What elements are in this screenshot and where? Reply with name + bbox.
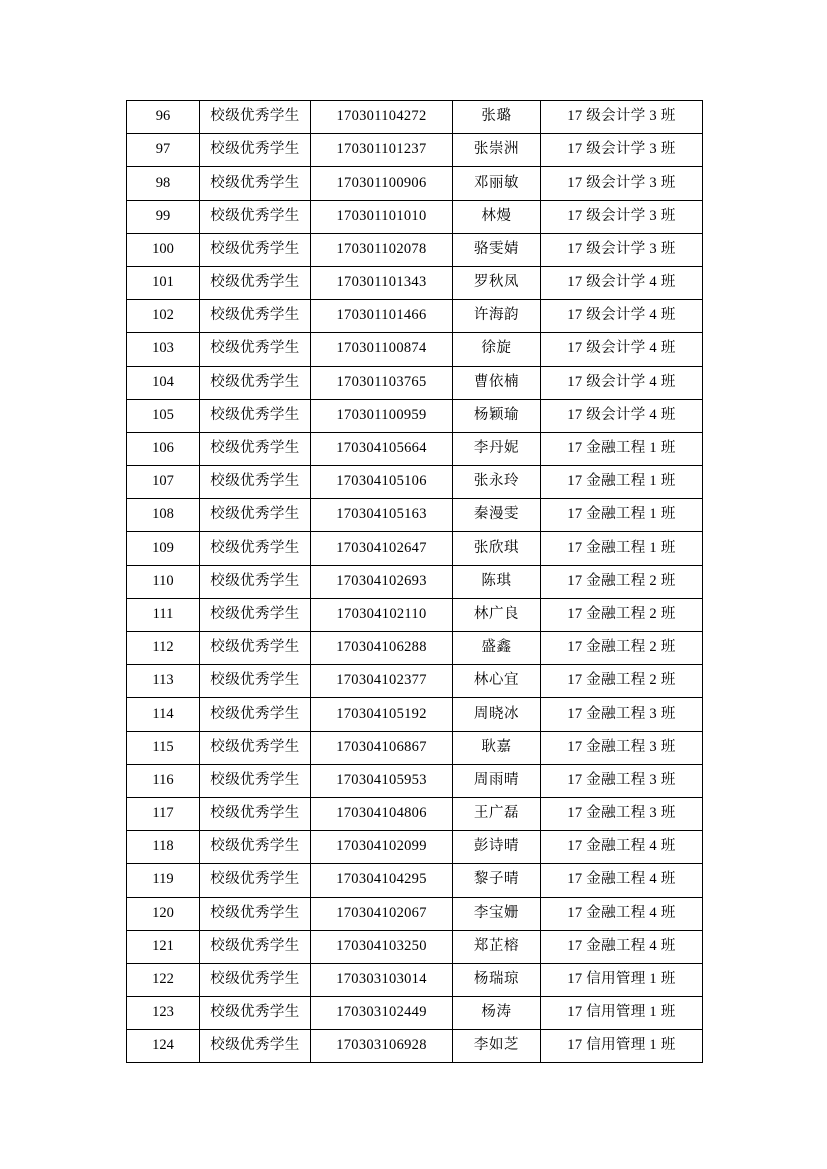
cell-class: 17 级会计学 4 班 bbox=[541, 333, 703, 366]
cell-student-id: 170303106928 bbox=[311, 1030, 453, 1063]
cell-student-id: 170304105953 bbox=[311, 764, 453, 797]
table-row bbox=[127, 399, 703, 432]
cell-student-name: 周雨晴 bbox=[453, 764, 541, 797]
cell-class: 17 级会计学 3 班 bbox=[541, 167, 703, 200]
cell-student-id: 170301101010 bbox=[311, 200, 453, 233]
table-row bbox=[127, 997, 703, 1030]
cell-student-name: 杨瑞琼 bbox=[453, 963, 541, 996]
cell-honor: 校级优秀学生 bbox=[200, 797, 311, 830]
cell-honor: 校级优秀学生 bbox=[200, 366, 311, 399]
cell-student-id: 170304105192 bbox=[311, 698, 453, 731]
cell-index: 96 bbox=[127, 101, 200, 134]
cell-class: 17 金融工程 1 班 bbox=[541, 532, 703, 565]
cell-index: 100 bbox=[127, 233, 200, 266]
cell-class: 17 金融工程 3 班 bbox=[541, 698, 703, 731]
cell-index: 107 bbox=[127, 466, 200, 499]
cell-class: 17 金融工程 2 班 bbox=[541, 665, 703, 698]
cell-student-name: 曹依楠 bbox=[453, 366, 541, 399]
cell-student-id: 170304102693 bbox=[311, 565, 453, 598]
cell-student-id: 170304104295 bbox=[311, 864, 453, 897]
cell-class: 17 级会计学 4 班 bbox=[541, 300, 703, 333]
cell-class: 17 级会计学 4 班 bbox=[541, 266, 703, 299]
cell-index: 114 bbox=[127, 698, 200, 731]
table-row bbox=[127, 598, 703, 631]
table-row bbox=[127, 300, 703, 333]
cell-class: 17 金融工程 2 班 bbox=[541, 598, 703, 631]
cell-student-id: 170304106867 bbox=[311, 731, 453, 764]
cell-honor: 校级优秀学生 bbox=[200, 466, 311, 499]
cell-student-id: 170301100959 bbox=[311, 399, 453, 432]
cell-honor: 校级优秀学生 bbox=[200, 565, 311, 598]
table-row bbox=[127, 930, 703, 963]
table-row bbox=[127, 134, 703, 167]
table-row bbox=[127, 897, 703, 930]
cell-index: 123 bbox=[127, 997, 200, 1030]
honor-roll-table bbox=[126, 100, 703, 1063]
cell-student-id: 170304103250 bbox=[311, 930, 453, 963]
cell-honor: 校级优秀学生 bbox=[200, 731, 311, 764]
cell-honor: 校级优秀学生 bbox=[200, 632, 311, 665]
cell-student-id: 170303102449 bbox=[311, 997, 453, 1030]
table-row bbox=[127, 532, 703, 565]
cell-class: 17 金融工程 1 班 bbox=[541, 466, 703, 499]
table-row bbox=[127, 233, 703, 266]
cell-honor: 校级优秀学生 bbox=[200, 1030, 311, 1063]
roster-table-container bbox=[126, 100, 702, 1063]
cell-index: 97 bbox=[127, 134, 200, 167]
cell-index: 121 bbox=[127, 930, 200, 963]
cell-index: 122 bbox=[127, 963, 200, 996]
cell-honor: 校级优秀学生 bbox=[200, 134, 311, 167]
cell-class: 17 信用管理 1 班 bbox=[541, 997, 703, 1030]
table-row bbox=[127, 731, 703, 764]
cell-student-name: 郑芷榕 bbox=[453, 930, 541, 963]
table-row bbox=[127, 698, 703, 731]
table-row bbox=[127, 200, 703, 233]
cell-index: 116 bbox=[127, 764, 200, 797]
cell-student-id: 170304105163 bbox=[311, 499, 453, 532]
cell-student-name: 杨涛 bbox=[453, 997, 541, 1030]
cell-student-name: 李宝姗 bbox=[453, 897, 541, 930]
table-row bbox=[127, 831, 703, 864]
cell-class: 17 金融工程 4 班 bbox=[541, 930, 703, 963]
cell-class: 17 信用管理 1 班 bbox=[541, 1030, 703, 1063]
cell-student-id: 170304105664 bbox=[311, 432, 453, 465]
cell-student-id: 170301102078 bbox=[311, 233, 453, 266]
cell-index: 98 bbox=[127, 167, 200, 200]
cell-index: 118 bbox=[127, 831, 200, 864]
cell-class: 17 级会计学 3 班 bbox=[541, 233, 703, 266]
cell-student-id: 170304102067 bbox=[311, 897, 453, 930]
table-row bbox=[127, 499, 703, 532]
cell-index: 112 bbox=[127, 632, 200, 665]
cell-class: 17 级会计学 3 班 bbox=[541, 101, 703, 134]
cell-index: 105 bbox=[127, 399, 200, 432]
cell-honor: 校级优秀学生 bbox=[200, 532, 311, 565]
cell-student-name: 张璐 bbox=[453, 101, 541, 134]
table-row bbox=[127, 963, 703, 996]
cell-student-id: 170304102377 bbox=[311, 665, 453, 698]
cell-honor: 校级优秀学生 bbox=[200, 698, 311, 731]
cell-honor: 校级优秀学生 bbox=[200, 831, 311, 864]
cell-student-name: 林熳 bbox=[453, 200, 541, 233]
table-row bbox=[127, 632, 703, 665]
cell-class: 17 金融工程 2 班 bbox=[541, 565, 703, 598]
cell-student-name: 张欣琪 bbox=[453, 532, 541, 565]
cell-student-name: 许海韵 bbox=[453, 300, 541, 333]
cell-student-name: 邓丽敏 bbox=[453, 167, 541, 200]
cell-honor: 校级优秀学生 bbox=[200, 300, 311, 333]
table-row bbox=[127, 764, 703, 797]
cell-student-name: 罗秋凤 bbox=[453, 266, 541, 299]
table-row bbox=[127, 366, 703, 399]
table-row bbox=[127, 101, 703, 134]
cell-student-id: 170304105106 bbox=[311, 466, 453, 499]
cell-index: 103 bbox=[127, 333, 200, 366]
cell-class: 17 金融工程 3 班 bbox=[541, 797, 703, 830]
table-row bbox=[127, 167, 703, 200]
cell-student-name: 黎子晴 bbox=[453, 864, 541, 897]
cell-student-name: 耿嘉 bbox=[453, 731, 541, 764]
cell-honor: 校级优秀学生 bbox=[200, 897, 311, 930]
cell-index: 113 bbox=[127, 665, 200, 698]
cell-class: 17 金融工程 4 班 bbox=[541, 897, 703, 930]
cell-student-id: 170301101466 bbox=[311, 300, 453, 333]
cell-honor: 校级优秀学生 bbox=[200, 598, 311, 631]
cell-class: 17 金融工程 4 班 bbox=[541, 864, 703, 897]
cell-student-id: 170304102099 bbox=[311, 831, 453, 864]
table-row bbox=[127, 466, 703, 499]
cell-index: 111 bbox=[127, 598, 200, 631]
cell-honor: 校级优秀学生 bbox=[200, 101, 311, 134]
cell-honor: 校级优秀学生 bbox=[200, 997, 311, 1030]
cell-honor: 校级优秀学生 bbox=[200, 200, 311, 233]
cell-index: 110 bbox=[127, 565, 200, 598]
cell-student-name: 盛鑫 bbox=[453, 632, 541, 665]
cell-class: 17 级会计学 3 班 bbox=[541, 200, 703, 233]
cell-class: 17 级会计学 3 班 bbox=[541, 134, 703, 167]
cell-student-id: 170301101343 bbox=[311, 266, 453, 299]
cell-honor: 校级优秀学生 bbox=[200, 963, 311, 996]
cell-class: 17 级会计学 4 班 bbox=[541, 366, 703, 399]
cell-index: 115 bbox=[127, 731, 200, 764]
cell-index: 102 bbox=[127, 300, 200, 333]
cell-honor: 校级优秀学生 bbox=[200, 432, 311, 465]
cell-class: 17 金融工程 4 班 bbox=[541, 831, 703, 864]
cell-index: 106 bbox=[127, 432, 200, 465]
table-row bbox=[127, 1030, 703, 1063]
cell-index: 99 bbox=[127, 200, 200, 233]
table-row bbox=[127, 864, 703, 897]
cell-student-id: 170304102647 bbox=[311, 532, 453, 565]
table-row bbox=[127, 565, 703, 598]
cell-student-name: 骆雯婧 bbox=[453, 233, 541, 266]
cell-index: 109 bbox=[127, 532, 200, 565]
cell-class: 17 金融工程 3 班 bbox=[541, 764, 703, 797]
cell-student-id: 170301103765 bbox=[311, 366, 453, 399]
table-row bbox=[127, 266, 703, 299]
cell-student-name: 李丹妮 bbox=[453, 432, 541, 465]
cell-student-id: 170301104272 bbox=[311, 101, 453, 134]
table-row bbox=[127, 797, 703, 830]
cell-student-name: 王广磊 bbox=[453, 797, 541, 830]
cell-student-id: 170304102110 bbox=[311, 598, 453, 631]
cell-class: 17 金融工程 1 班 bbox=[541, 499, 703, 532]
table-row bbox=[127, 333, 703, 366]
cell-honor: 校级优秀学生 bbox=[200, 233, 311, 266]
cell-class: 17 金融工程 2 班 bbox=[541, 632, 703, 665]
cell-student-id: 170301100874 bbox=[311, 333, 453, 366]
cell-student-name: 林广良 bbox=[453, 598, 541, 631]
cell-class: 17 级会计学 4 班 bbox=[541, 399, 703, 432]
cell-student-name: 彭诗晴 bbox=[453, 831, 541, 864]
cell-student-name: 杨颖瑜 bbox=[453, 399, 541, 432]
cell-student-id: 170301101237 bbox=[311, 134, 453, 167]
cell-honor: 校级优秀学生 bbox=[200, 333, 311, 366]
cell-honor: 校级优秀学生 bbox=[200, 399, 311, 432]
cell-student-name: 秦漫雯 bbox=[453, 499, 541, 532]
table-row bbox=[127, 432, 703, 465]
cell-student-id: 170303103014 bbox=[311, 963, 453, 996]
cell-honor: 校级优秀学生 bbox=[200, 266, 311, 299]
cell-student-name: 周晓冰 bbox=[453, 698, 541, 731]
cell-honor: 校级优秀学生 bbox=[200, 665, 311, 698]
cell-honor: 校级优秀学生 bbox=[200, 930, 311, 963]
cell-index: 120 bbox=[127, 897, 200, 930]
cell-index: 104 bbox=[127, 366, 200, 399]
roster-table-body bbox=[127, 101, 703, 1063]
cell-student-name: 徐旋 bbox=[453, 333, 541, 366]
cell-index: 124 bbox=[127, 1030, 200, 1063]
cell-student-id: 170301100906 bbox=[311, 167, 453, 200]
cell-index: 108 bbox=[127, 499, 200, 532]
cell-honor: 校级优秀学生 bbox=[200, 764, 311, 797]
cell-index: 101 bbox=[127, 266, 200, 299]
cell-class: 17 金融工程 1 班 bbox=[541, 432, 703, 465]
cell-index: 117 bbox=[127, 797, 200, 830]
cell-honor: 校级优秀学生 bbox=[200, 499, 311, 532]
cell-student-id: 170304104806 bbox=[311, 797, 453, 830]
cell-student-name: 陈琪 bbox=[453, 565, 541, 598]
cell-index: 119 bbox=[127, 864, 200, 897]
cell-honor: 校级优秀学生 bbox=[200, 864, 311, 897]
cell-student-name: 林心宜 bbox=[453, 665, 541, 698]
cell-honor: 校级优秀学生 bbox=[200, 167, 311, 200]
table-row bbox=[127, 665, 703, 698]
cell-student-id: 170304106288 bbox=[311, 632, 453, 665]
cell-student-name: 张永玲 bbox=[453, 466, 541, 499]
cell-student-name: 李如芝 bbox=[453, 1030, 541, 1063]
cell-class: 17 信用管理 1 班 bbox=[541, 963, 703, 996]
cell-student-name: 张崇洲 bbox=[453, 134, 541, 167]
cell-class: 17 金融工程 3 班 bbox=[541, 731, 703, 764]
